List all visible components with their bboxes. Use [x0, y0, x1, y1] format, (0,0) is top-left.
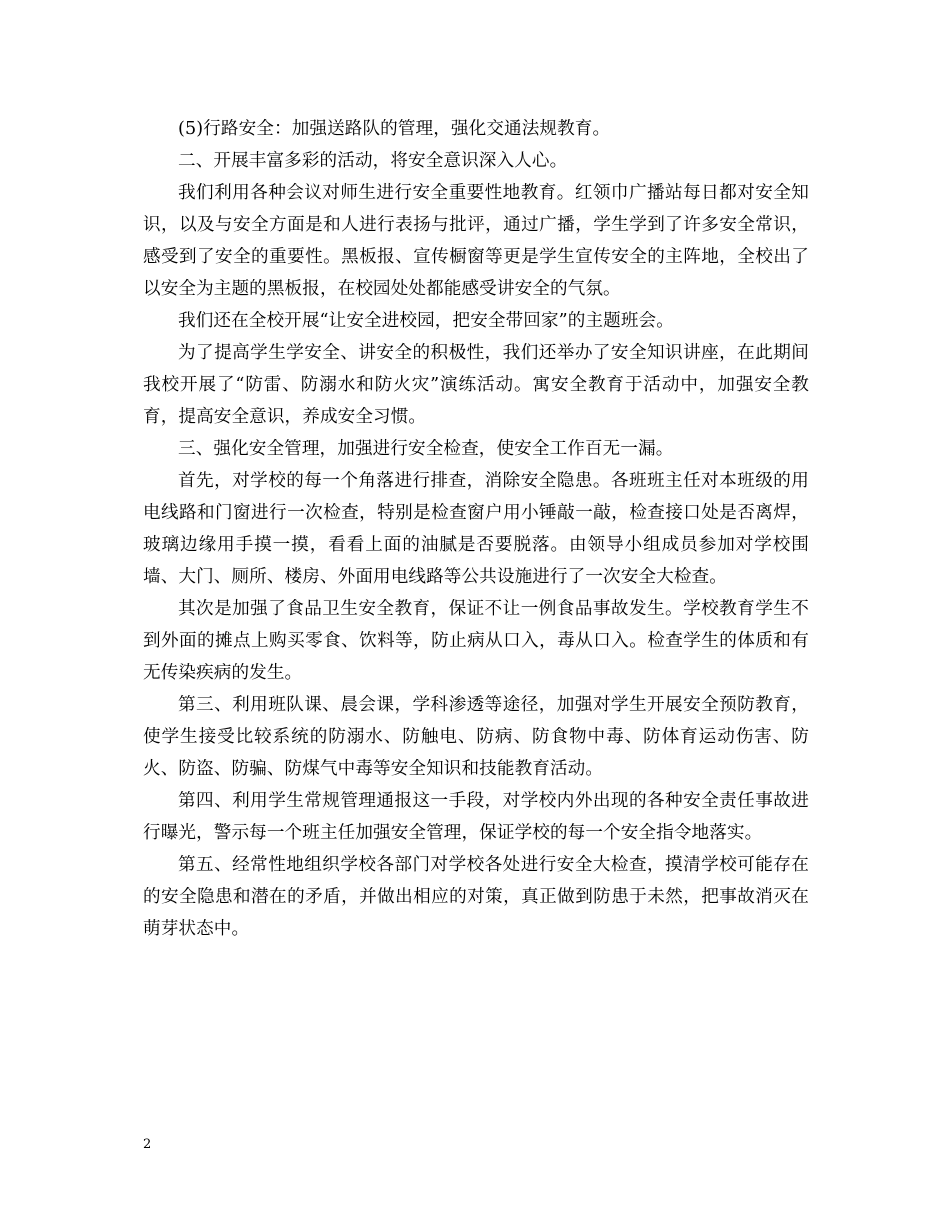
paragraph-theme-class-meeting: 我们还在全校开展“让安全进校园，把安全带回家”的主题班会。	[178, 311, 674, 331]
page-number: 2	[143, 1137, 152, 1152]
paragraph-safety-lecture: 为了提高学生学安全、讲安全的积极性，我们还举办了安全知识讲座，在此期间我校开展了“防雷、防溺水和防火灾”演练活动。寓安全教育于活动中，加强安全教育，提高安全意识，养成安全习惯。	[143, 343, 809, 427]
document-body	[143, 113, 809, 945]
paragraph-third-prevention: 第三、利用班队课、晨会课，学科渗透等途径，加强对学生开展安全预防教育，使学生接受比较系统的防溺水、防触电、防病、防食物中毒、防体育运动伤害、防火、防盗、防骗、防煤气中毒等安全知识和技能教育活动。	[143, 695, 809, 779]
paragraph-fifth-inspection: 第五、经常性地组织学校各部门对学校各处进行安全大检查，摸清学校可能存在的安全隐患和潜在的矛盾，并做出相应的对策，真正做到防患于未然，把事故消灭在萌芽状态中。	[143, 855, 809, 939]
paragraph-fourth-report: 第四、利用学生常规管理通报这一手段，对学校内外出现的各种安全责任事故进行曝光，警示每一个班主任加强安全管理，保证学校的每一个安全指令地落实。	[143, 791, 809, 843]
paragraph-traffic-safety: (5)行路安全：加强送路队的管理，强化交通法规教育。	[178, 119, 611, 139]
paragraph-first-inspection: 首先，对学校的每一个角落进行排查，消除安全隐患。各班班主任对本班级的用电线路和门窗进行一次检查，特别是检查窗户用小锤敲一敲，检查接口处是否离焊，玻璃边缘用手摸一摸，看看上面的油腻是否要脱落。由领导小组成员参加对学校围墙、大门、厕所、楼房、外面用电线路等公共设施进行了一次安全大检查。	[143, 471, 809, 587]
heading-safety-management: 三、强化安全管理，加强进行安全检查，使安全工作百无一漏。	[178, 439, 674, 459]
heading-activities: 二、开展丰富多彩的活动，将安全意识深入人心。	[178, 151, 568, 171]
paragraph-food-safety: 其次是加强了食品卫生安全教育，保证不让一例食品事故发生。学校教育学生不到外面的摊点上购买零食、饮料等，防止病从口入，毒从口入。检查学生的体质和有无传染疾病的发生。	[143, 599, 809, 683]
paragraph-meetings-education: 我们利用各种会议对师生进行安全重要性地教育。红领巾广播站每日都对安全知识，以及与安全方面是和人进行表扬与批评，通过广播，学生学到了许多安全常识，感受到了安全的重要性。黑板报、宣传橱窗等更是学生宣传安全的主阵地，全校出了以安全为主题的黑板报，在校园处处都能感受讲安全的气氛。	[143, 183, 809, 299]
